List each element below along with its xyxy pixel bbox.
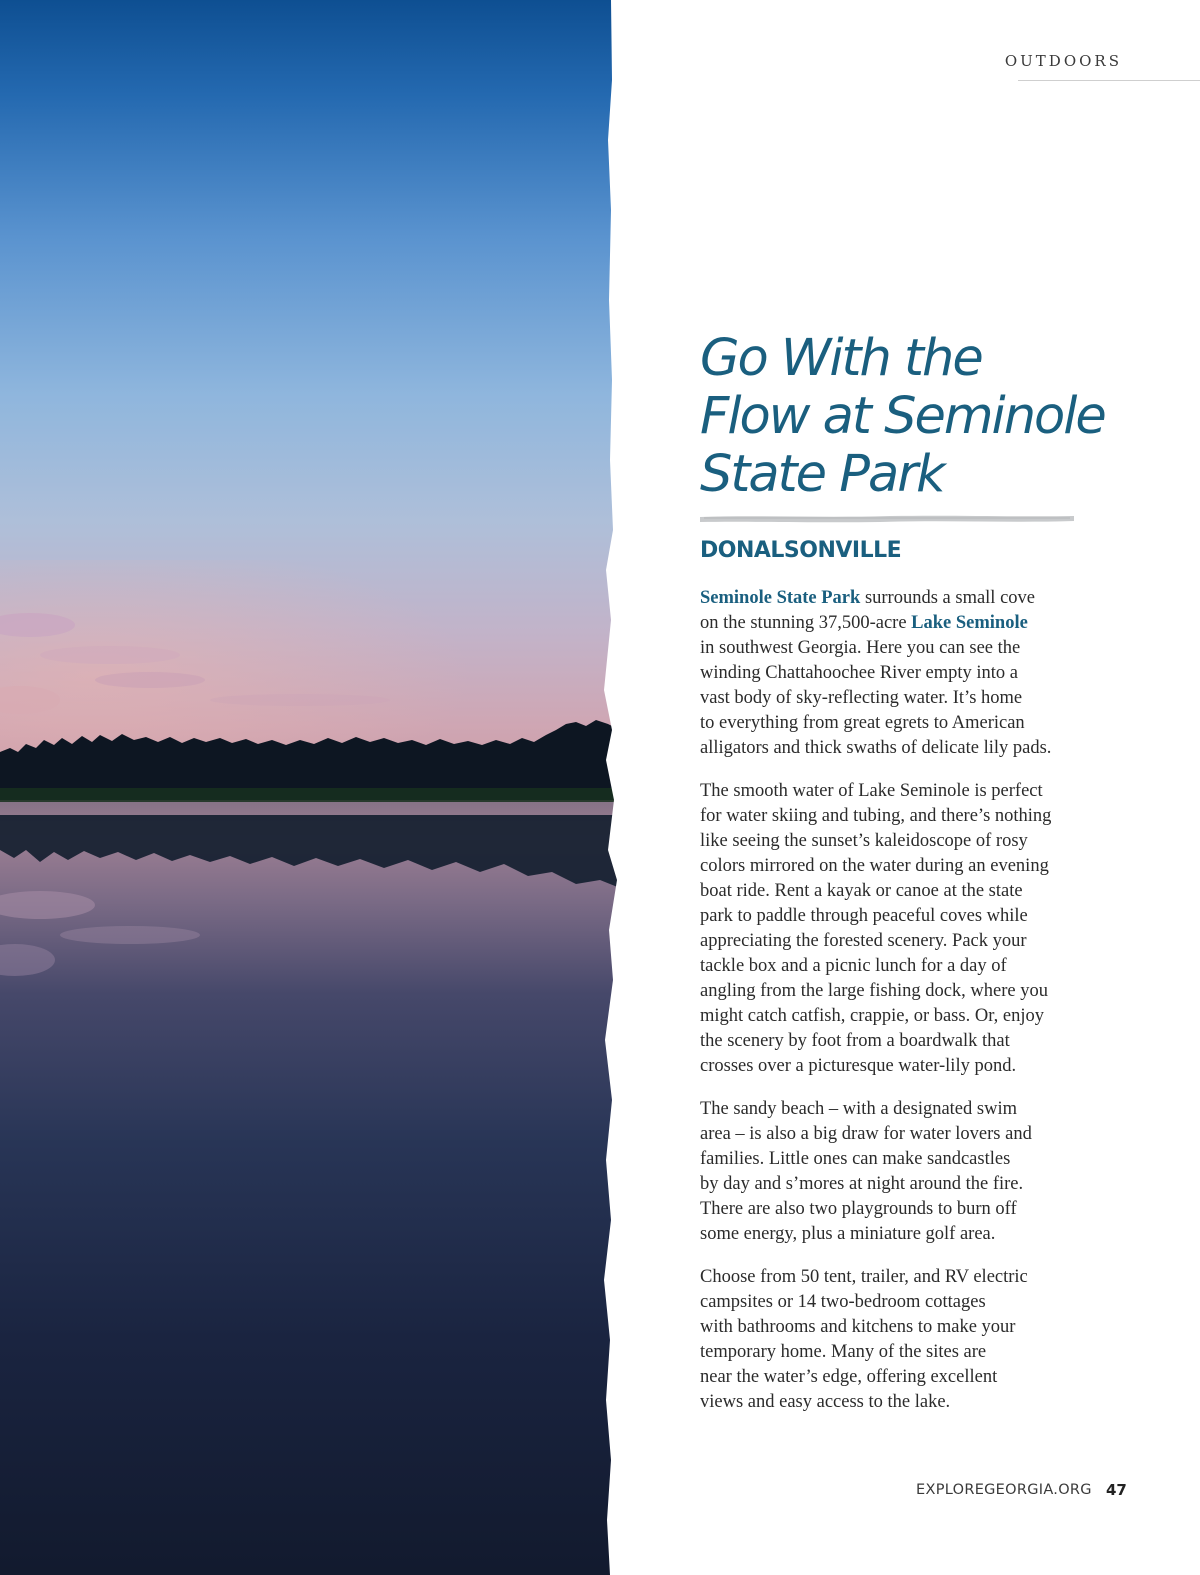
location-subhead: DONALSONVILLE [700,538,902,563]
paragraph-3: The sandy beach – with a designated swim area – is also a big draw for water lovers and families. Little ones can make sandcastles by day and s’mores at night around the fire. There are also two playgrounds to burn off some energy, plus a miniature golf area. [700,1099,1032,1244]
section-label: OUTDOORS [1004,52,1122,70]
article-body [700,586,1100,1433]
footer-website-link[interactable]: EXPLOREGEORGIA.ORG [916,1482,1092,1498]
article-title [700,330,1120,504]
seminole-state-park-link[interactable]: Seminole State Park [700,588,861,608]
paragraph-4: Choose from 50 tent, trailer, and RV electric campsites or 14 two-bedroom cottages with bathrooms and kitchens to make your temporary home. Many of the sites are near the water’s edge, offering excellent views and easy access to the lake. [700,1267,1028,1412]
page-number: 47 [1106,1481,1127,1499]
article-title-line: Flow at Seminole [700,387,1105,446]
article-title-line: Go With the [700,329,982,388]
paragraph-1: Seminole State Park surrounds a small cove on the stunning 37,500-acre Lake Seminole in southwest Georgia. Here you can see the winding Chattahoochee River empty into a vast body of sky-reflecting water. It’s home to everything from great egrets to American alligators and thick swaths of delicate lily pads. [700,588,1052,758]
article-title-line: State Park [700,445,944,504]
lake-seminole-link[interactable]: Lake Seminole [911,613,1028,633]
title-divider [700,514,1074,524]
paragraph-2: The smooth water of Lake Seminole is perfect for water skiing and tubing, and there’s nothing like seeing the sunset’s kaleidoscope of rosy colors mirrored on the water during an evening boat ride. Rent a kayak or canoe at the state park to paddle through peaceful coves while appreciating the forested scenery. Pack your tackle box and a picnic lunch for a day of angling from the large fishing dock, where you might catch catfish, crappie, or bass. Or, enjoy the scenery by foot from a boardwalk that crosses over a picturesque water-lily pond. [700,781,1052,1076]
section-divider [1018,80,1200,81]
